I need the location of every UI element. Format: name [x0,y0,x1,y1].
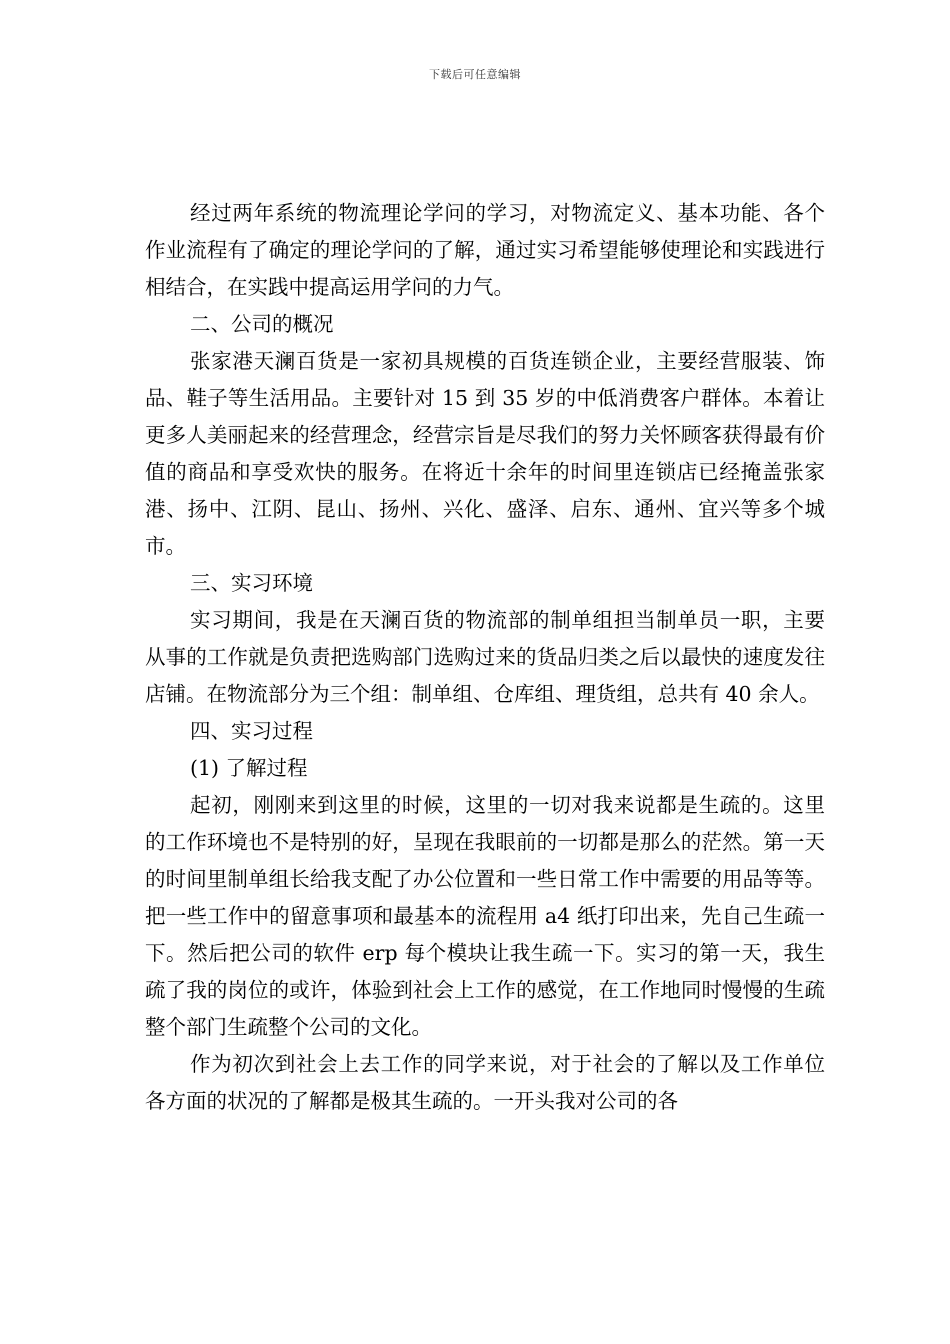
paragraph-internship-environment: 实习期间，我是在天澜百货的物流部的制单组担当制单员一职，主要从事的工作就是负责把选购部门选购过来的货品归类之后以最快的速度发往店铺。在物流部分为三个组：制单组、仓库组、理货组，总共有 40 余人。 [145,608,825,706]
paragraph-first-time-work: 作为初次到社会上去工作的同学来说，对于社会的了解以及工作单位各方面的状况的了解都是极其生疏的。一开头我对公司的各 [145,1052,825,1113]
page-header: 下载后可任意编辑 [429,68,521,81]
paragraph-beginning: 起初，刚刚来到这里的时候，这里的一切对我来说都是生疏的。这里的工作环境也不是特别的好，呈现在我眼前的一切都是那么的茫然。第一天的时间里制单组长给我支配了办公位置和一些日常工作中需要的用品等等。把一些工作中的留意事项和最基本的流程用 a4 纸打印出来，先自己生疏一下。然后把公司的软件 erp 每个模块让我生疏一下。实习的第一天，我生疏了我的岗位的或许，体验到社会上工作的感觉，在工作地同时慢慢的生疏整个部门生疏整个公司的文化。 [145,793,825,1039]
document-body [145,195,825,1120]
paragraph-intro: 经过两年系统的物流理论学问的学习，对物流定义、基本功能、各个作业流程有了确定的理论学问的了解，通过实习希望能够使理论和实践进行相结合，在实践中提高运用学问的力气。 [145,201,825,299]
section-heading-company-overview: 二、公司的概况 [190,312,334,336]
paragraph-company-overview: 张家港天澜百货是一家初具规模的百货连锁企业，主要经营服装、饰品、鞋子等生活用品。主要针对 15 到 35 岁的中低消费客户群体。本着让更多人美丽起来的经营理念，经营宗旨是尽我们的努力关怀顾客获得最有价值的商品和享受欢快的服务。在将近十余年的时间里连锁店已经掩盖张家港、扬中、江阴、昆山、扬州、兴化、盛泽、启东、通州、宜兴等多个城市。 [145,349,825,558]
section-heading-internship-process: 四、实习过程 [190,719,313,743]
subsection-heading-understanding-process: (1) 了解过程 [190,756,308,780]
section-heading-internship-environment: 三、实习环境 [190,571,313,595]
